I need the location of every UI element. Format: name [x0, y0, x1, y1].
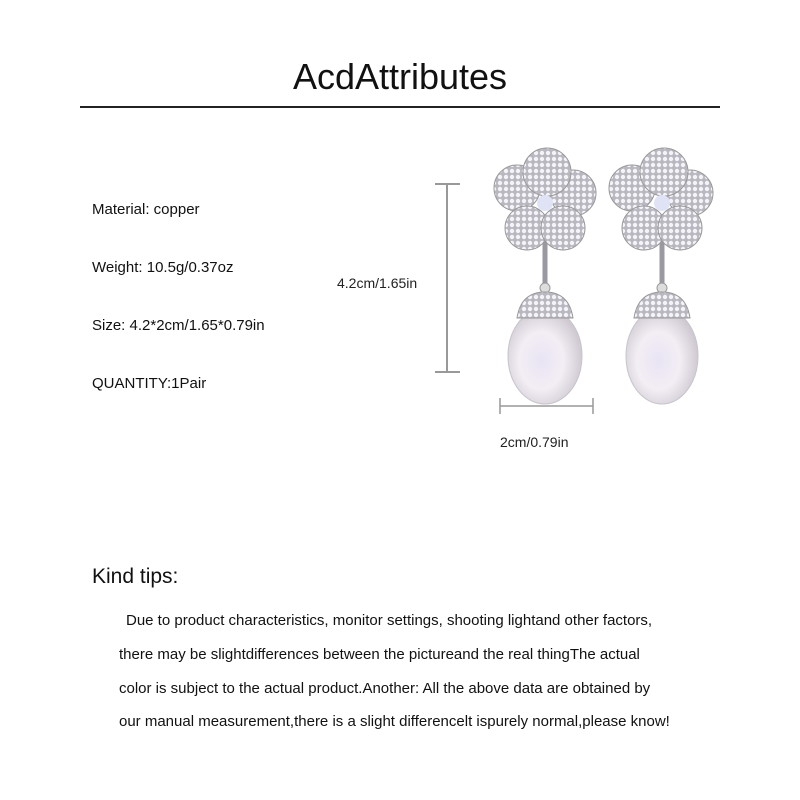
tip-line: color is subject to the actual product.Another: All the above data are obtained by — [119, 680, 651, 697]
earring-left — [494, 148, 596, 404]
kind-tips-heading: Kind tips: — [92, 565, 179, 588]
tip-line: our manual measurement,there is a slight differencelt ispurely normal,please know! — [119, 713, 670, 730]
attribute-material: Material: copper — [92, 201, 200, 218]
tip-line: there may be slightdifferences between the pictureand the real thingThe actual — [119, 646, 640, 663]
tip-line: Due to product characteristics, monitor settings, shooting lightand other factors, — [126, 612, 653, 629]
earring-right — [609, 148, 713, 404]
attribute-size: Size: 4.2*2cm/1.65*0.79in — [92, 317, 265, 334]
height-dimension-line — [435, 184, 460, 372]
attribute-weight: Weight: 10.5g/0.37oz — [92, 259, 234, 276]
attribute-quantity: QUANTITY:1Pair — [92, 375, 207, 392]
height-label: 4.2cm/1.65in — [337, 275, 418, 291]
width-label: 2cm/0.79in — [500, 434, 569, 450]
page-title: AcdAttributes — [292, 56, 508, 97]
